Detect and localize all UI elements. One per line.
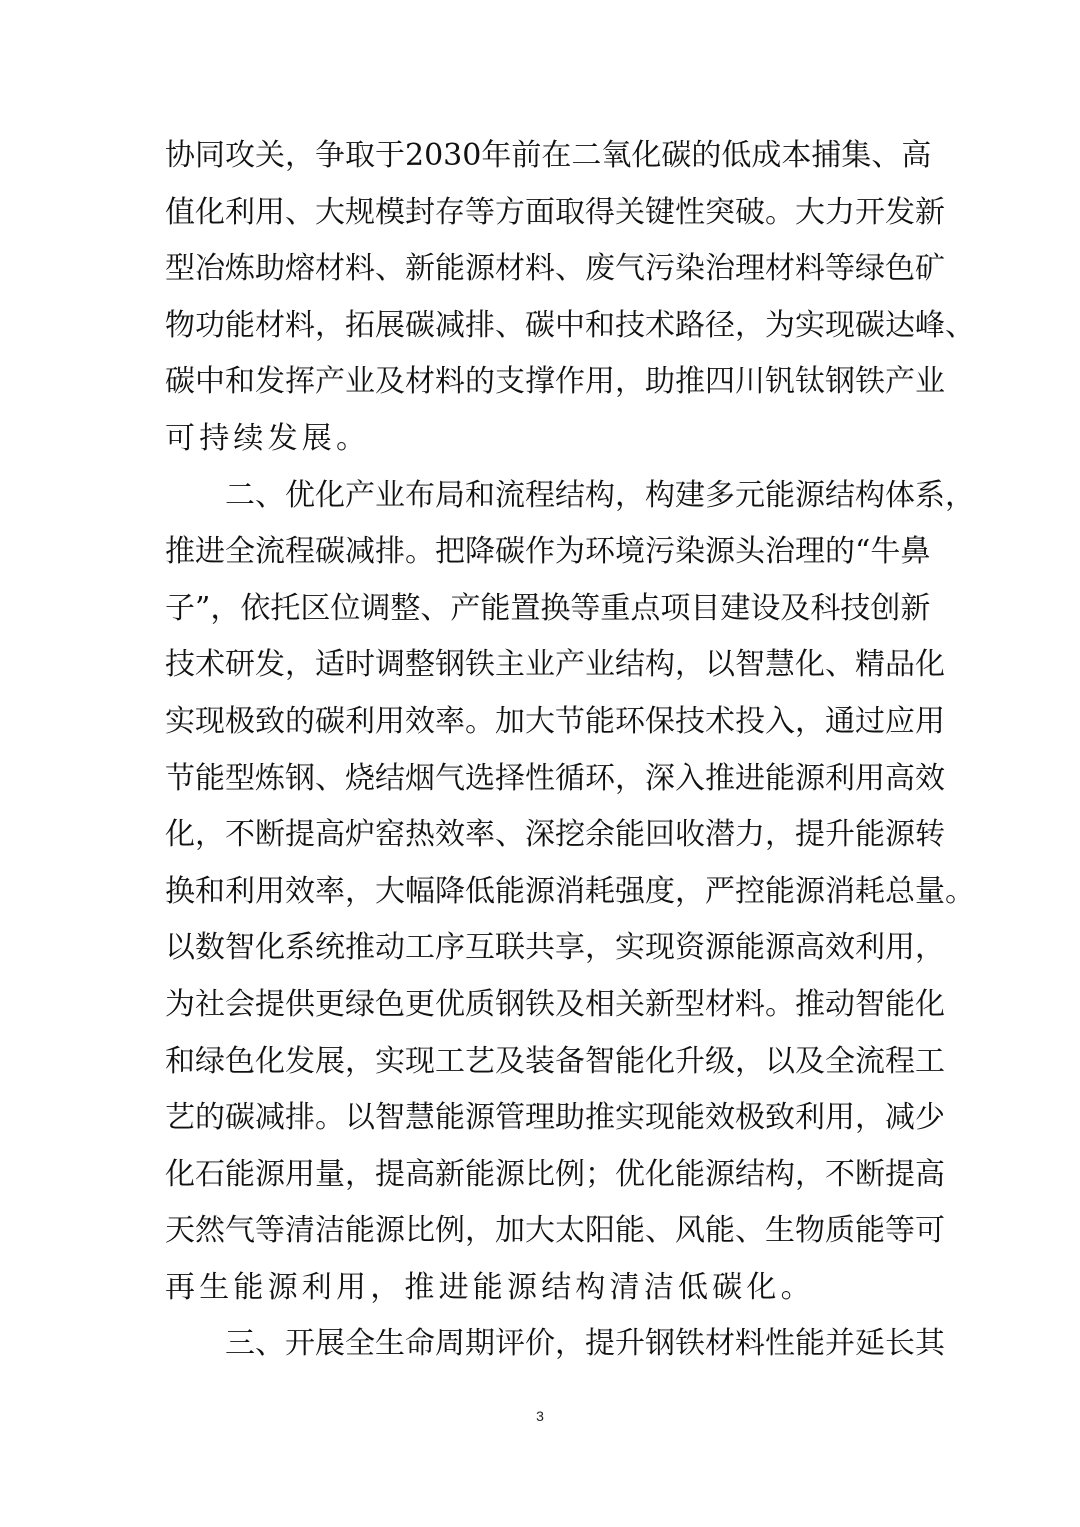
- text-line: 协同攻关，争取于2030年前在二氧化碳的低成本捕集、高: [165, 138, 932, 173]
- text-line: 化，不断提高炉窑热效率、深挖余能回收潜力，提升能源转: [165, 817, 945, 853]
- section-heading-line: 三、开展全生命周期评价，提升钢铁材料性能并延长其: [165, 1326, 945, 1362]
- text-line: 天然气等清洁能源比例，加大太阳能、风能、生物质能等可: [165, 1213, 945, 1249]
- text-line: 物功能材料，拓展碳减排、碳中和技术路径，为实现碳达峰、: [165, 307, 975, 343]
- text-line: 碳中和发挥产业及材料的支撑作用，助推四川钒钛钢铁产业: [165, 364, 945, 400]
- text-line: 以数智化系统推动工序互联共享，实现资源能源高效利用，: [165, 930, 945, 966]
- text-line: 可持续发展。: [165, 420, 371, 456]
- text-line: 为社会提供更绿色更优质钢铁及相关新型材料。推动智能化: [165, 986, 945, 1022]
- text-line: 推进全流程碳减排。把降碳作为环境污染源头治理的“牛鼻: [165, 534, 931, 570]
- text-line: 值化利用、大规模封存等方面取得关键性突破。大力开发新: [165, 194, 945, 230]
- text-line: 换和利用效率，大幅降低能源消耗强度，严控能源消耗总量。: [165, 873, 975, 909]
- document-body: [165, 128, 975, 1373]
- page-number: 3: [536, 1408, 544, 1424]
- text-line: 和绿色化发展，实现工艺及装备智能化升级，以及全流程工: [165, 1043, 945, 1079]
- text-line: 实现极致的碳利用效率。加大节能环保技术投入，通过应用: [165, 703, 945, 739]
- text-line: 子”，依托区位调整、产能置换等重点项目建设及科技创新: [165, 590, 931, 626]
- text-line: 节能型炼钢、烧结烟气选择性循环，深入推进能源利用高效: [165, 760, 945, 796]
- text-line: 化石能源用量，提高新能源比例；优化能源结构，不断提高: [165, 1156, 945, 1192]
- text-line: 再生能源利用，推进能源结构清洁低碳化。: [165, 1269, 815, 1305]
- text-line: 技术研发，适时调整钢铁主业产业结构，以智慧化、精品化: [165, 647, 945, 683]
- text-line: 型冶炼助熔材料、新能源材料、废气污染治理材料等绿色矿: [165, 251, 945, 287]
- text-line: 艺的碳减排。以智慧能源管理助推实现能效极致利用，减少: [165, 1100, 945, 1136]
- section-heading-line: 二、优化产业布局和流程结构，构建多元能源结构体系，: [165, 477, 975, 513]
